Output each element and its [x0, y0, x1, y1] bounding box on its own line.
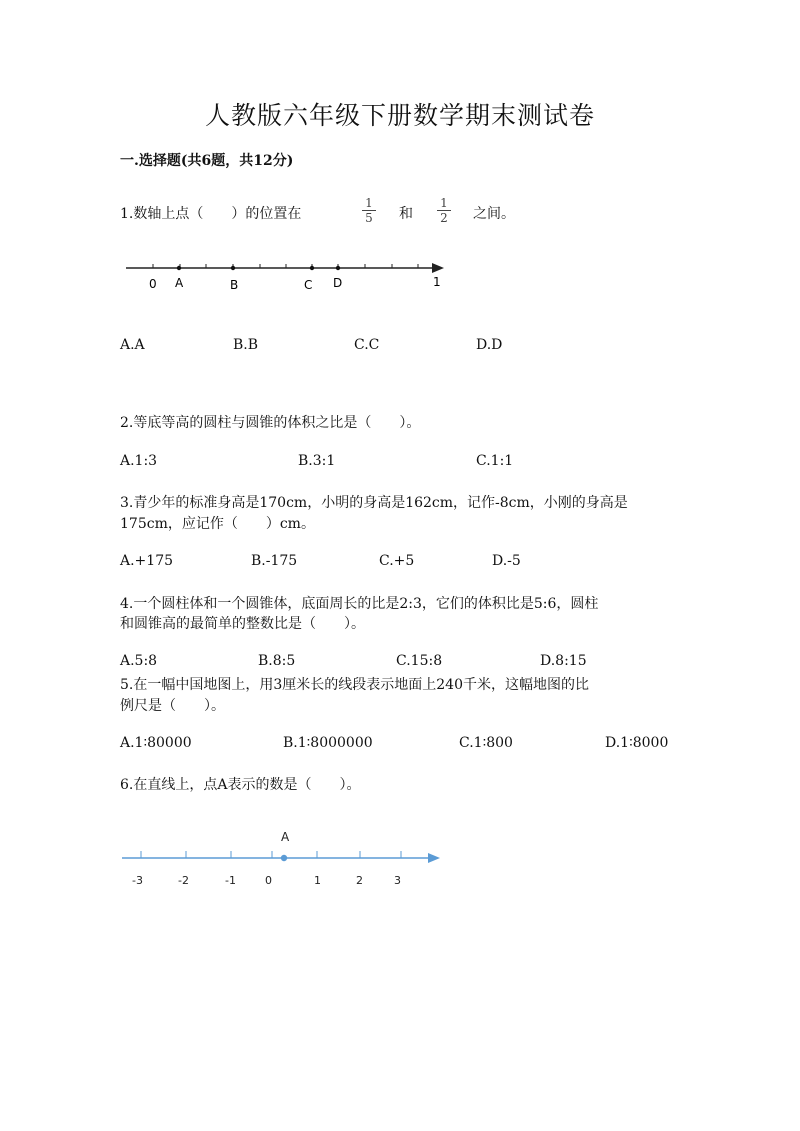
q1-and: 和: [399, 206, 413, 222]
q1-frac2-denominator: 2: [440, 211, 448, 225]
q4-option-b[interactable]: B.8:5: [258, 653, 296, 669]
q4-option-a[interactable]: A.5:8: [120, 653, 158, 669]
q6-label-neg3: -3: [132, 874, 143, 887]
q1-fraction-1-2: [437, 196, 451, 225]
q1-label-c: C: [304, 278, 313, 292]
q6-ticks: [141, 851, 401, 858]
q3-option-d[interactable]: D.-5: [492, 553, 521, 569]
q2-text: 2.等底等高的圆柱与圆锥的体积之比是（ ）。: [120, 415, 421, 431]
q1-frac2-numerator: 1: [437, 196, 451, 211]
q1-option-b[interactable]: B.B: [233, 337, 259, 353]
q6-label-0: 0: [265, 874, 272, 887]
q3-option-a[interactable]: A.+175: [120, 553, 174, 569]
section-heading: 一.选择题(共6题，共12分): [120, 153, 294, 169]
q5-line-1: 5.在一幅中国地图上，用3厘米长的线段表示地面上240千米，这幅地图的比: [120, 677, 589, 693]
q3-line-2: 175cm，应记作（ ）cm。: [120, 516, 315, 532]
q6-label-3: 3: [394, 874, 401, 887]
q1-frac1-numerator: 1: [362, 196, 376, 211]
q1-text-b: 之间。: [473, 206, 515, 222]
q3-option-c[interactable]: C.+5: [379, 553, 415, 569]
q2-option-a[interactable]: A.1:3: [120, 453, 158, 469]
q4-line-2: 和圆锥高的最简单的整数比是（ ）。: [120, 616, 365, 632]
q5-option-b[interactable]: B.1∶8000000: [283, 735, 373, 751]
q1-label-1: 1: [433, 275, 441, 289]
q6-axis-arrow: [428, 853, 440, 863]
q6-point-a: [281, 855, 287, 861]
q5-option-c[interactable]: C.1∶800: [459, 735, 513, 751]
q5-option-a[interactable]: A.1∶80000: [120, 735, 192, 751]
q1-number-line: [120, 255, 460, 300]
q1-text-a: 1.数轴上点（ ）的位置在: [120, 206, 302, 222]
q2-option-c[interactable]: C.1:1: [476, 453, 514, 469]
q1-frac1-denominator: 5: [365, 211, 373, 225]
q6-label-neg2: -2: [178, 874, 189, 887]
q5-option-d[interactable]: D.1∶8000: [605, 735, 669, 751]
q1-label-a: A: [175, 276, 184, 290]
q4-option-d[interactable]: D.8:15: [540, 653, 587, 669]
q1-option-c[interactable]: C.C: [354, 337, 380, 353]
q2-option-b[interactable]: B.3:1: [298, 453, 336, 469]
q1-fraction-1-5: [362, 196, 376, 225]
q1-option-d[interactable]: D.D: [476, 337, 503, 353]
q1-point-a: [177, 266, 181, 270]
q1-label-d: D: [333, 276, 343, 290]
q1-axis-arrow: [432, 263, 444, 273]
q1-label-0: 0: [149, 277, 157, 291]
q1-option-a[interactable]: A.A: [120, 337, 145, 353]
q6-label-1: 1: [314, 874, 321, 887]
q3-line-1: 3.青少年的标准身高是170cm，小明的身高是162cm，记作-8cm，小刚的身高是: [120, 495, 628, 511]
q6-label-neg1: -1: [225, 874, 236, 887]
q4-line-1: 4.一个圆柱体和一个圆锥体，底面周长的比是2:3，它们的体积比是5:6，圆柱: [120, 596, 599, 612]
q1-point-b: [231, 266, 235, 270]
q1-label-b: B: [230, 278, 239, 292]
q1-point-c: [310, 266, 314, 270]
page-title: 人教版六年级下册数学期末测试卷: [204, 101, 595, 130]
q6-text: 6.在直线上，点A表示的数是（ ）。: [120, 777, 361, 793]
q5-line-2: 例尺是（ ）。: [120, 698, 225, 714]
q1-point-d: [336, 266, 340, 270]
q6-number-line: [120, 825, 450, 890]
q6-label-2: 2: [356, 874, 363, 887]
q3-option-b[interactable]: B.-175: [251, 553, 298, 569]
q6-point-label: A: [281, 830, 290, 844]
q4-option-c[interactable]: C.15:8: [396, 653, 443, 669]
